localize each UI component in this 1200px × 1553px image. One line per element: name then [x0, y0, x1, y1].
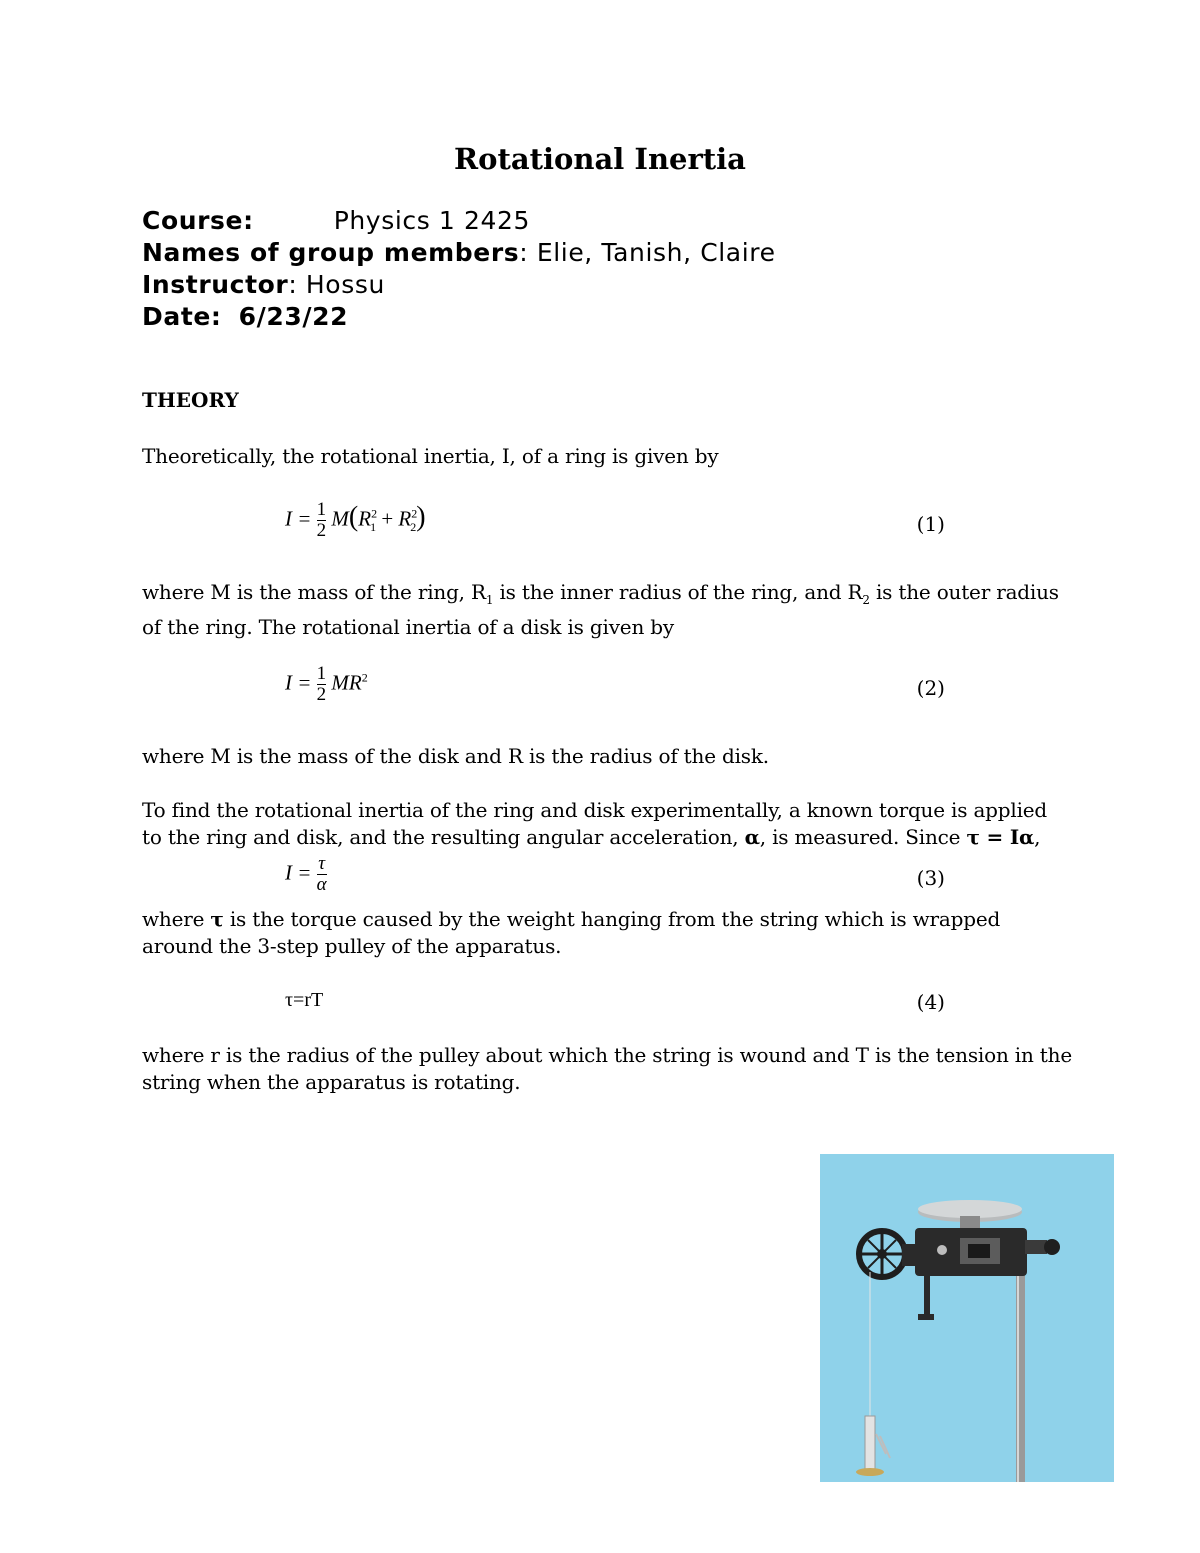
eq1-fraction: $\frac{1}{2}$ — [316, 499, 327, 541]
equation-1: I = $\frac{1}{2}$ $M(R^2_1 + R^2_2)$ — [285, 499, 426, 541]
paragraph-2: where M is the mass of the ring, $R_1$ is the inner radius of the ring, and $R_2$ is the outer radius of the ring. The rotational inertia of a disk is given by — [142, 580, 1059, 639]
eq3-fraction: $\frac{\tau}{\alpha}$ — [316, 853, 327, 895]
clamp-knob — [1044, 1239, 1060, 1255]
instructor-value: : Hossu — [288, 270, 385, 299]
equation-number-4: (4) — [916, 990, 945, 1014]
equation-2: I = $\frac{1}{2}$ $MR^2$ — [285, 663, 368, 705]
eq2-rhs: MR — [331, 670, 362, 695]
paragraph-1: Theoretically, the rotational inertia, I, of a ring is given by — [142, 444, 719, 468]
instructor-line — [142, 269, 385, 301]
course-value: Physics 1 2425 — [333, 206, 530, 235]
hanging-weight — [865, 1416, 875, 1474]
eq1-r1: R — [358, 506, 372, 531]
course-line — [142, 205, 530, 237]
equation-number-1: (1) — [916, 512, 945, 536]
date-value: 6/23/22 — [238, 302, 349, 331]
paragraph-4: To find the rotational inertia of the ring and disk experimentally, a known torque is applied to the ring and disk, and the resulting angular acceleration, α, is measured. Since τ = Iα, — [142, 798, 1048, 849]
eq2-fraction: $\frac{1}{2}$ — [316, 663, 327, 705]
equation-4: τ=rT — [285, 989, 324, 1011]
course-label: Course: — [142, 206, 254, 235]
instructor-label: Instructor — [142, 270, 289, 299]
equation-number-2: (2) — [916, 676, 945, 700]
eq1-r2: R — [398, 506, 412, 531]
members-label: Names of group members — [142, 238, 520, 267]
apparatus-photo — [820, 1154, 1114, 1482]
section-heading-theory: THEORY — [142, 388, 239, 412]
members-value: : Elie, Tanish, Claire — [519, 238, 776, 267]
page-title: Rotational Inertia — [454, 142, 746, 176]
eq1-mass: M — [331, 506, 349, 531]
eq1-lhs: I = — [285, 506, 312, 531]
paragraph-5: where τ is the torque caused by the weight hanging from the string which is wrapped around the 3-step pulley of the apparatus. — [142, 907, 1001, 958]
date-line — [142, 301, 348, 333]
equation-number-3: (3) — [916, 866, 945, 890]
paragraph-3: where M is the mass of the disk and R is the radius of the disk. — [142, 744, 769, 768]
eq1-plus: + — [381, 506, 394, 531]
date-label: Date: — [142, 302, 222, 331]
equation-3: I = $\frac{\tau}{\alpha}$ — [285, 853, 327, 895]
paragraph-6: where r is the radius of the pulley about which the string is wound and T is the tension in the string when the apparatus is rotating. — [142, 1043, 1072, 1094]
members-line — [142, 237, 776, 269]
